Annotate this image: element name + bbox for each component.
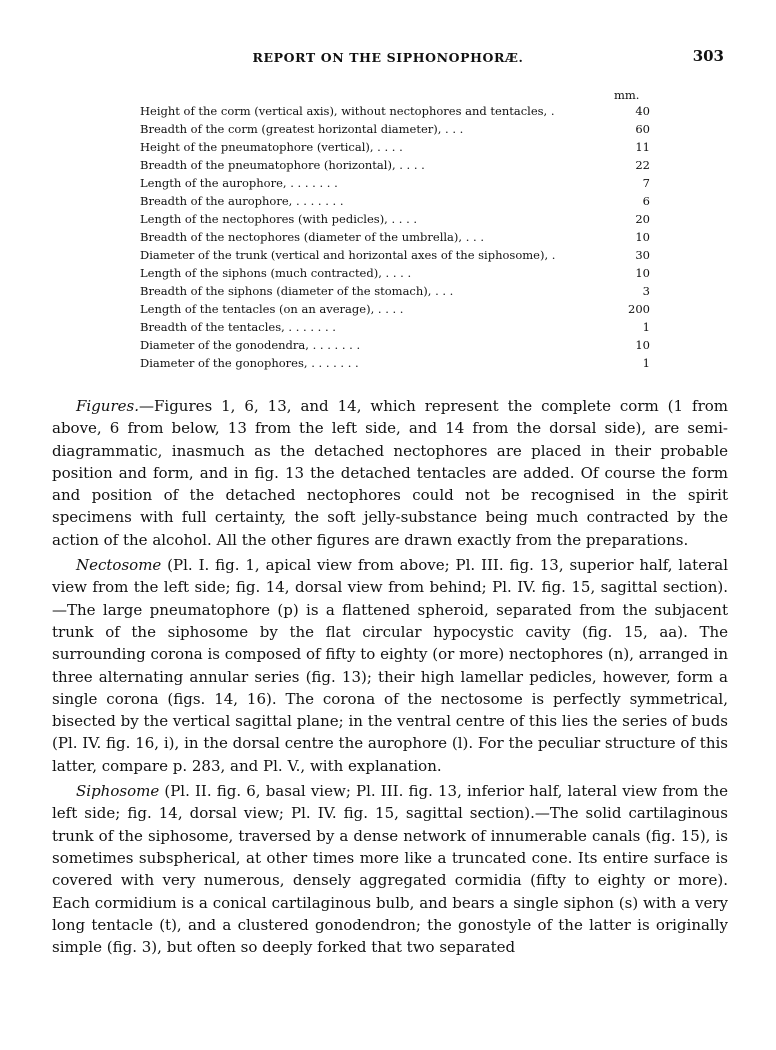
measurement-value: 60 [635, 122, 650, 136]
heading-figures: Figures. [76, 397, 139, 415]
measurement-value: 1 [642, 356, 650, 370]
measurement-value: 6 [642, 194, 650, 208]
table-row [140, 300, 650, 318]
table-unit: mm. [614, 88, 640, 102]
measurement-value: 30 [635, 248, 650, 262]
measurement-value: 10 [635, 230, 650, 244]
table-row [140, 120, 650, 138]
paragraph-figures [52, 395, 728, 551]
table-row [140, 318, 650, 336]
measurement-label: Breadth of the corm (greatest horizontal diameter), . . . [140, 122, 464, 136]
table-row [140, 228, 650, 246]
measurement-label: Length of the tentacles (on an average), . . . . [140, 302, 404, 316]
measurement-label: Length of the aurophore, . . . . . . . [140, 176, 338, 190]
table-row [140, 138, 650, 156]
measurement-label: Breadth of the aurophore, . . . . . . . [140, 194, 344, 208]
measurement-label: Length of the nectophores (with pedicles), . . . . [140, 212, 418, 226]
measurement-table [140, 102, 650, 372]
text-siphosome: (Pl. II. fig. 6, basal view; Pl. III. fig. 13, inferior half, lateral view from the left side; fig. 14, dorsal view; Pl. IV. fig. 15, sagittal section).—The solid cartilaginous trunk of the siphosome, traversed by a dense network of innumerable canals (fig. 15), is sometimes subspherical, at other times more like a truncated cone. Its entire surface is covered with very numerous, densely aggregated cormidia (fifty to eighty or more). Each cormidium is a conical cartilaginous bulb, and bears a single siphon (s) with a very long tentacle (t), and a clustered gonodendron; the gonostyle of the latter is originally simple (fig. 3), but often so deeply forked that two separated [52, 782, 728, 957]
measurement-value: 10 [635, 266, 650, 280]
measurement-label: Diameter of the trunk (vertical and horizontal axes of the siphosome), . [140, 248, 556, 262]
measurement-value: 40 [635, 104, 650, 118]
measurement-label: Height of the pneumatophore (vertical), . . . . [140, 140, 403, 154]
table-row [140, 264, 650, 282]
table-row [140, 102, 650, 120]
measurement-label: Diameter of the gonodendra, . . . . . . . [140, 338, 361, 352]
page-number: 303 [692, 47, 724, 65]
measurement-value: 11 [635, 140, 650, 154]
measurement-label: Breadth of the pneumatophore (horizontal), . . . . [140, 158, 425, 172]
measurement-value: 22 [635, 158, 650, 172]
measurement-label: Length of the siphons (much contracted), . . . . [140, 266, 412, 280]
table-row [140, 192, 650, 210]
table-row [140, 210, 650, 228]
heading-siphosome: Siphosome [76, 782, 160, 801]
measurement-value: 10 [635, 338, 650, 352]
table-row [140, 282, 650, 300]
measurement-label: Diameter of the gonophores, . . . . . . . [140, 356, 359, 370]
table-row [140, 246, 650, 264]
table-row [140, 174, 650, 192]
measurement-value: 20 [635, 212, 650, 226]
table-row [140, 354, 650, 372]
running-title: REPORT ON THE SIPHONOPHORÆ. [252, 50, 524, 65]
table-row [140, 336, 650, 354]
measurement-value: 3 [642, 284, 650, 298]
paragraph-siphosome [52, 780, 728, 958]
measurement-value: 200 [628, 302, 650, 316]
text-figures: —Figures 1, 6, 13, and 14, which represent the complete corm (1 from above, 6 from below, 13 from the left side, and 14 from the dorsal side), are semi-diagrammatic, inasmuch as the detached nectophores are placed in their probable position and form, and in fig. 13 the detached tentacles are added. Of course the form and position of the detached nectophores could not be recognised in the spirit specimens with full certainty, the soft jelly-substance being much contracted by the action of the alcohol. All the other figures are drawn exactly from the preparations. [52, 397, 728, 549]
measurement-label: Breadth of the tentacles, . . . . . . . [140, 320, 336, 334]
body-text [52, 395, 728, 961]
text-nectosome: (Pl. I. fig. 1, apical view from above; Pl. III. fig. 13, superior half, lateral view from the left side; fig. 14, dorsal view from behind; Pl. IV. fig. 15, sagittal section).—The large pneumatophore (p) is a flattened spheroid, separated from the subjacent trunk of the siphosome by the flat circular hypocystic cavity (fig. 15, aa). The surrounding corona is composed of fifty to eighty (or more) nectophores (n), arranged in three alternating annular series (fig. 13); their high lamellar pedicles, however, form a single corona (figs. 14, 16). The corona of the nectosome is perfectly symmetrical, bisected by the vertical sagittal plane; in the ventral centre of this lies the series of buds (Pl. IV. fig. 16, i), in the dorsal centre the aurophore (l). For the peculiar structure of this latter, compare p. 283, and Pl. V., with explanation. [52, 556, 728, 775]
measurement-label: Breadth of the nectophores (diameter of the umbrella), . . . [140, 230, 484, 244]
measurement-value: 1 [642, 320, 650, 334]
measurement-label: Height of the corm (vertical axis), without nectophores and tentacles, . [140, 104, 555, 118]
measurement-value: 7 [642, 176, 650, 190]
heading-nectosome: Nectosome [76, 556, 162, 575]
table-row [140, 156, 650, 174]
measurement-label: Breadth of the siphons (diameter of the stomach), . . . [140, 284, 454, 298]
paragraph-nectosome [52, 554, 728, 777]
